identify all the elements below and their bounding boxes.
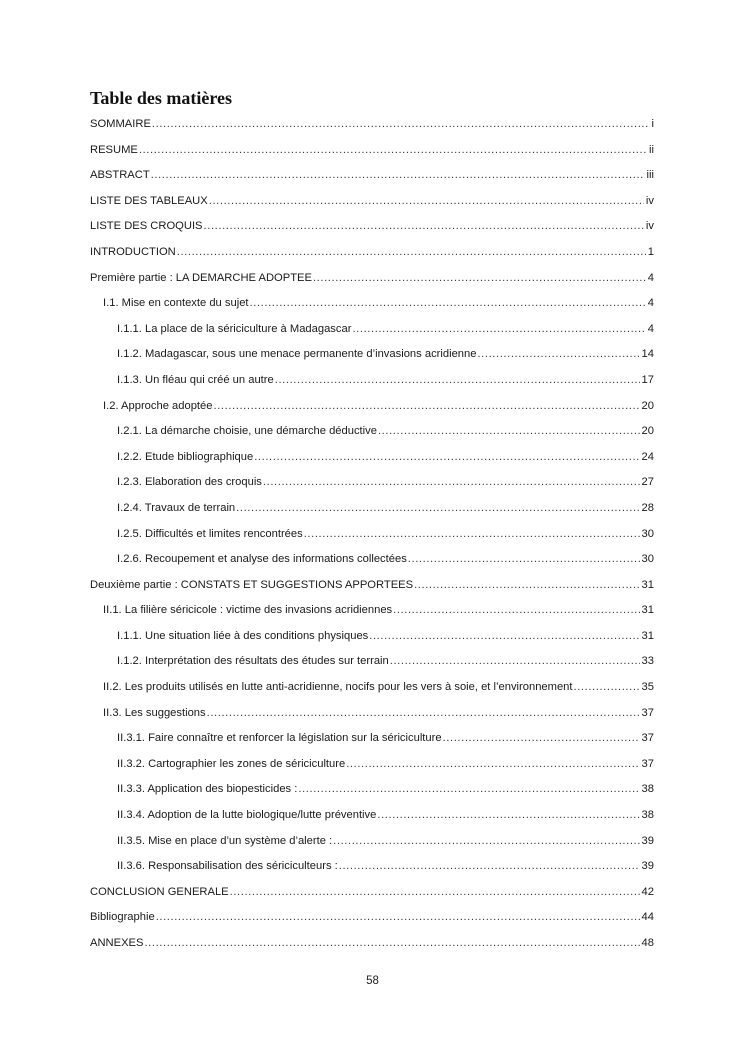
toc-entry-page: 37 [641,732,654,745]
toc-entry[interactable] [90,214,654,240]
toc-entry-label: II.3. Les suggestions [103,706,206,719]
toc-entry-label: I.2.5. Difficultés et limites rencontrées [117,527,303,540]
toc-entry[interactable] [90,803,654,829]
toc-entry-page: 37 [641,706,654,719]
toc-entry-page: 4 [647,271,654,284]
toc-entry-page: 14 [641,348,654,361]
toc-entry-label: I.2. Approche adoptée [103,399,213,412]
toc-entry[interactable] [90,573,654,599]
toc-entry-label: I.1.2. Madagascar, sous une menace permanente d’invasions acridienne [117,348,477,361]
toc-dot-leader [204,214,644,240]
toc-dot-leader [275,368,640,394]
toc-entry[interactable] [90,240,654,266]
toc-entry[interactable] [90,752,654,778]
toc-entry[interactable] [90,598,654,624]
toc-entry-label: ABSTRACT [90,169,150,182]
toc-entry-label: I.1.1. La place de la sériciculture à Madagascar [117,322,352,335]
toc-entry[interactable] [90,342,654,368]
toc-entry-label: CONCLUSION GENERALE [90,885,229,898]
toc-entry-label: I.1.2. Interprétation des résultats des études sur terrain [117,655,389,668]
toc-entry-page: 39 [641,860,654,873]
toc-dot-leader [213,394,639,420]
toc-dot-leader [298,777,639,803]
toc-entry[interactable] [90,854,654,880]
toc-entry-page: 30 [641,527,654,540]
table-of-contents [90,112,654,957]
toc-entry-label: II.1. La filière séricicole : victime des invasions acridiennes [103,604,393,617]
toc-dot-leader [304,522,640,548]
toc-dot-leader [207,701,640,727]
toc-entry[interactable] [90,138,654,164]
toc-dot-leader [333,829,639,855]
toc-dot-leader [236,496,639,522]
toc-entry-label: II.3.1. Faire connaître et renforcer la législation sur la sériciculture [117,732,442,745]
toc-dot-leader [477,342,639,368]
toc-entry[interactable] [90,649,654,675]
toc-entry-page: 27 [641,476,654,489]
toc-dot-leader [230,880,640,906]
toc-entry[interactable] [90,905,654,931]
toc-entry-page: iv [645,220,654,233]
toc-entry[interactable] [90,777,654,803]
toc-entry[interactable] [90,394,654,420]
toc-dot-leader [378,419,640,445]
toc-entry-page: 38 [641,783,654,796]
toc-entry[interactable] [90,163,654,189]
toc-entry-label: LISTE DES CROQUIS [90,220,203,233]
toc-entry-label: I.2.3. Elaboration des croquis [117,476,262,489]
toc-entry-page: 4 [647,297,654,310]
toc-dot-leader [414,573,639,599]
toc-entry-label: II.3.5. Mise en place d’un système d’alerte : [117,834,333,847]
toc-entry-label: INTRODUCTION [90,245,176,258]
toc-entry-page: ii [649,143,654,156]
toc-entry-page: 44 [641,911,654,924]
toc-entry[interactable] [90,880,654,906]
toc-entry-label: Bibliographie [90,911,155,924]
toc-entry-label: II.3.6. Responsabilisation des sériciculteurs : [117,860,338,873]
toc-entry-label: I.1. Mise en contexte du sujet [103,297,249,310]
toc-entry-page: 20 [641,425,654,438]
toc-dot-leader [139,138,647,164]
toc-entry-label: I.2.2. Etude bibliographique [117,450,254,463]
toc-entry-page: 20 [641,399,654,412]
toc-dot-leader [151,163,645,189]
toc-entry-label: ANNEXES [90,937,144,949]
toc-entry-page: iii [646,169,654,182]
toc-entry-label: II.3.2. Cartographier les zones de sériciculture [117,757,346,770]
toc-entry-page: 31 [641,604,654,617]
toc-entry-page: iv [645,194,654,207]
toc-entry-page: 39 [641,834,654,847]
toc-entry[interactable] [90,726,654,752]
toc-entry[interactable] [90,547,654,573]
toc-entry[interactable] [90,291,654,317]
toc-dot-leader [152,112,650,138]
toc-dot-leader [369,624,639,650]
toc-entry-label: II.3.3. Application des biopesticides : [117,783,298,796]
toc-dot-leader [377,803,639,829]
toc-dot-leader [313,266,646,292]
toc-entry[interactable] [90,624,654,650]
toc-entry-label: SOMMAIRE [90,118,151,130]
toc-dot-leader [144,931,639,957]
toc-entry[interactable] [90,496,654,522]
toc-dot-leader [408,547,640,573]
toc-entry[interactable] [90,701,654,727]
toc-entry-label: II.2. Les produits utilisés en lutte anti-acridienne, nocifs pour les vers à soie, et l’environnement [103,681,573,694]
toc-entry-page: 17 [641,373,654,386]
toc-dot-leader [352,317,645,343]
toc-dot-leader [177,240,646,266]
toc-dot-leader [339,854,640,880]
toc-entry-label: I.2.4. Travaux de terrain [117,501,236,514]
toc-entry-label: RESUME [90,143,138,156]
toc-entry-page: 4 [647,322,654,335]
toc-dot-leader [250,291,646,317]
toc-entry-page: i [651,118,654,130]
toc-entry-page: 38 [641,809,654,822]
toc-entry[interactable] [90,112,654,138]
toc-entry-label: I.2.1. La démarche choisie, une démarche déductive [117,425,377,438]
toc-entry[interactable] [90,266,654,292]
toc-entry[interactable] [90,445,654,471]
toc-entry-page: 1 [647,245,654,258]
toc-entry[interactable] [90,675,654,701]
toc-dot-leader [156,905,640,931]
toc-entry[interactable] [90,189,654,215]
toc-entry-page: 42 [641,885,654,898]
toc-entry-label: II.3.4. Adoption de la lutte biologique/lutte préventive [117,809,377,822]
toc-entry[interactable] [90,368,654,394]
toc-dot-leader [390,649,640,675]
toc-dot-leader [346,752,639,778]
toc-entry[interactable] [90,470,654,496]
toc-entry-label: I.1.3. Un fléau qui créé un autre [117,373,274,386]
toc-entry[interactable] [90,419,654,445]
toc-entry-page: 35 [641,681,654,694]
page-number: 58 [366,975,379,987]
toc-entry-page: 33 [641,655,654,668]
toc-dot-leader [574,675,640,701]
toc-entry-page: 31 [641,629,654,642]
toc-entry[interactable] [90,829,654,855]
toc-dot-leader [443,726,640,752]
toc-dot-leader [393,598,639,624]
toc-entry-label: LISTE DES TABLEAUX [90,194,208,207]
toc-entry-label: Première partie : LA DEMARCHE ADOPTEE [90,271,312,284]
toc-entry-label: I.2.6. Recoupement et analyse des informations collectées [117,553,407,566]
toc-entry[interactable] [90,931,654,957]
toc-entry-page: 37 [641,757,654,770]
toc-entry[interactable] [90,522,654,548]
toc-entry-page: 28 [641,501,654,514]
toc-entry[interactable] [90,317,654,343]
toc-entry-page: 48 [641,937,654,949]
toc-entry-page: 24 [641,450,654,463]
toc-dot-leader [263,470,640,496]
toc-entry-page: 31 [641,578,654,591]
toc-entry-page: 30 [641,553,654,566]
toc-entry-label: Deuxième partie : CONSTATS ET SUGGESTIONS APPORTEES [90,578,414,591]
toc-dot-leader [254,445,639,471]
toc-entry-label: I.1.1. Une situation liée à des conditions physiques [117,629,369,642]
page-title: Table des matières [90,88,232,108]
toc-dot-leader [209,189,644,215]
